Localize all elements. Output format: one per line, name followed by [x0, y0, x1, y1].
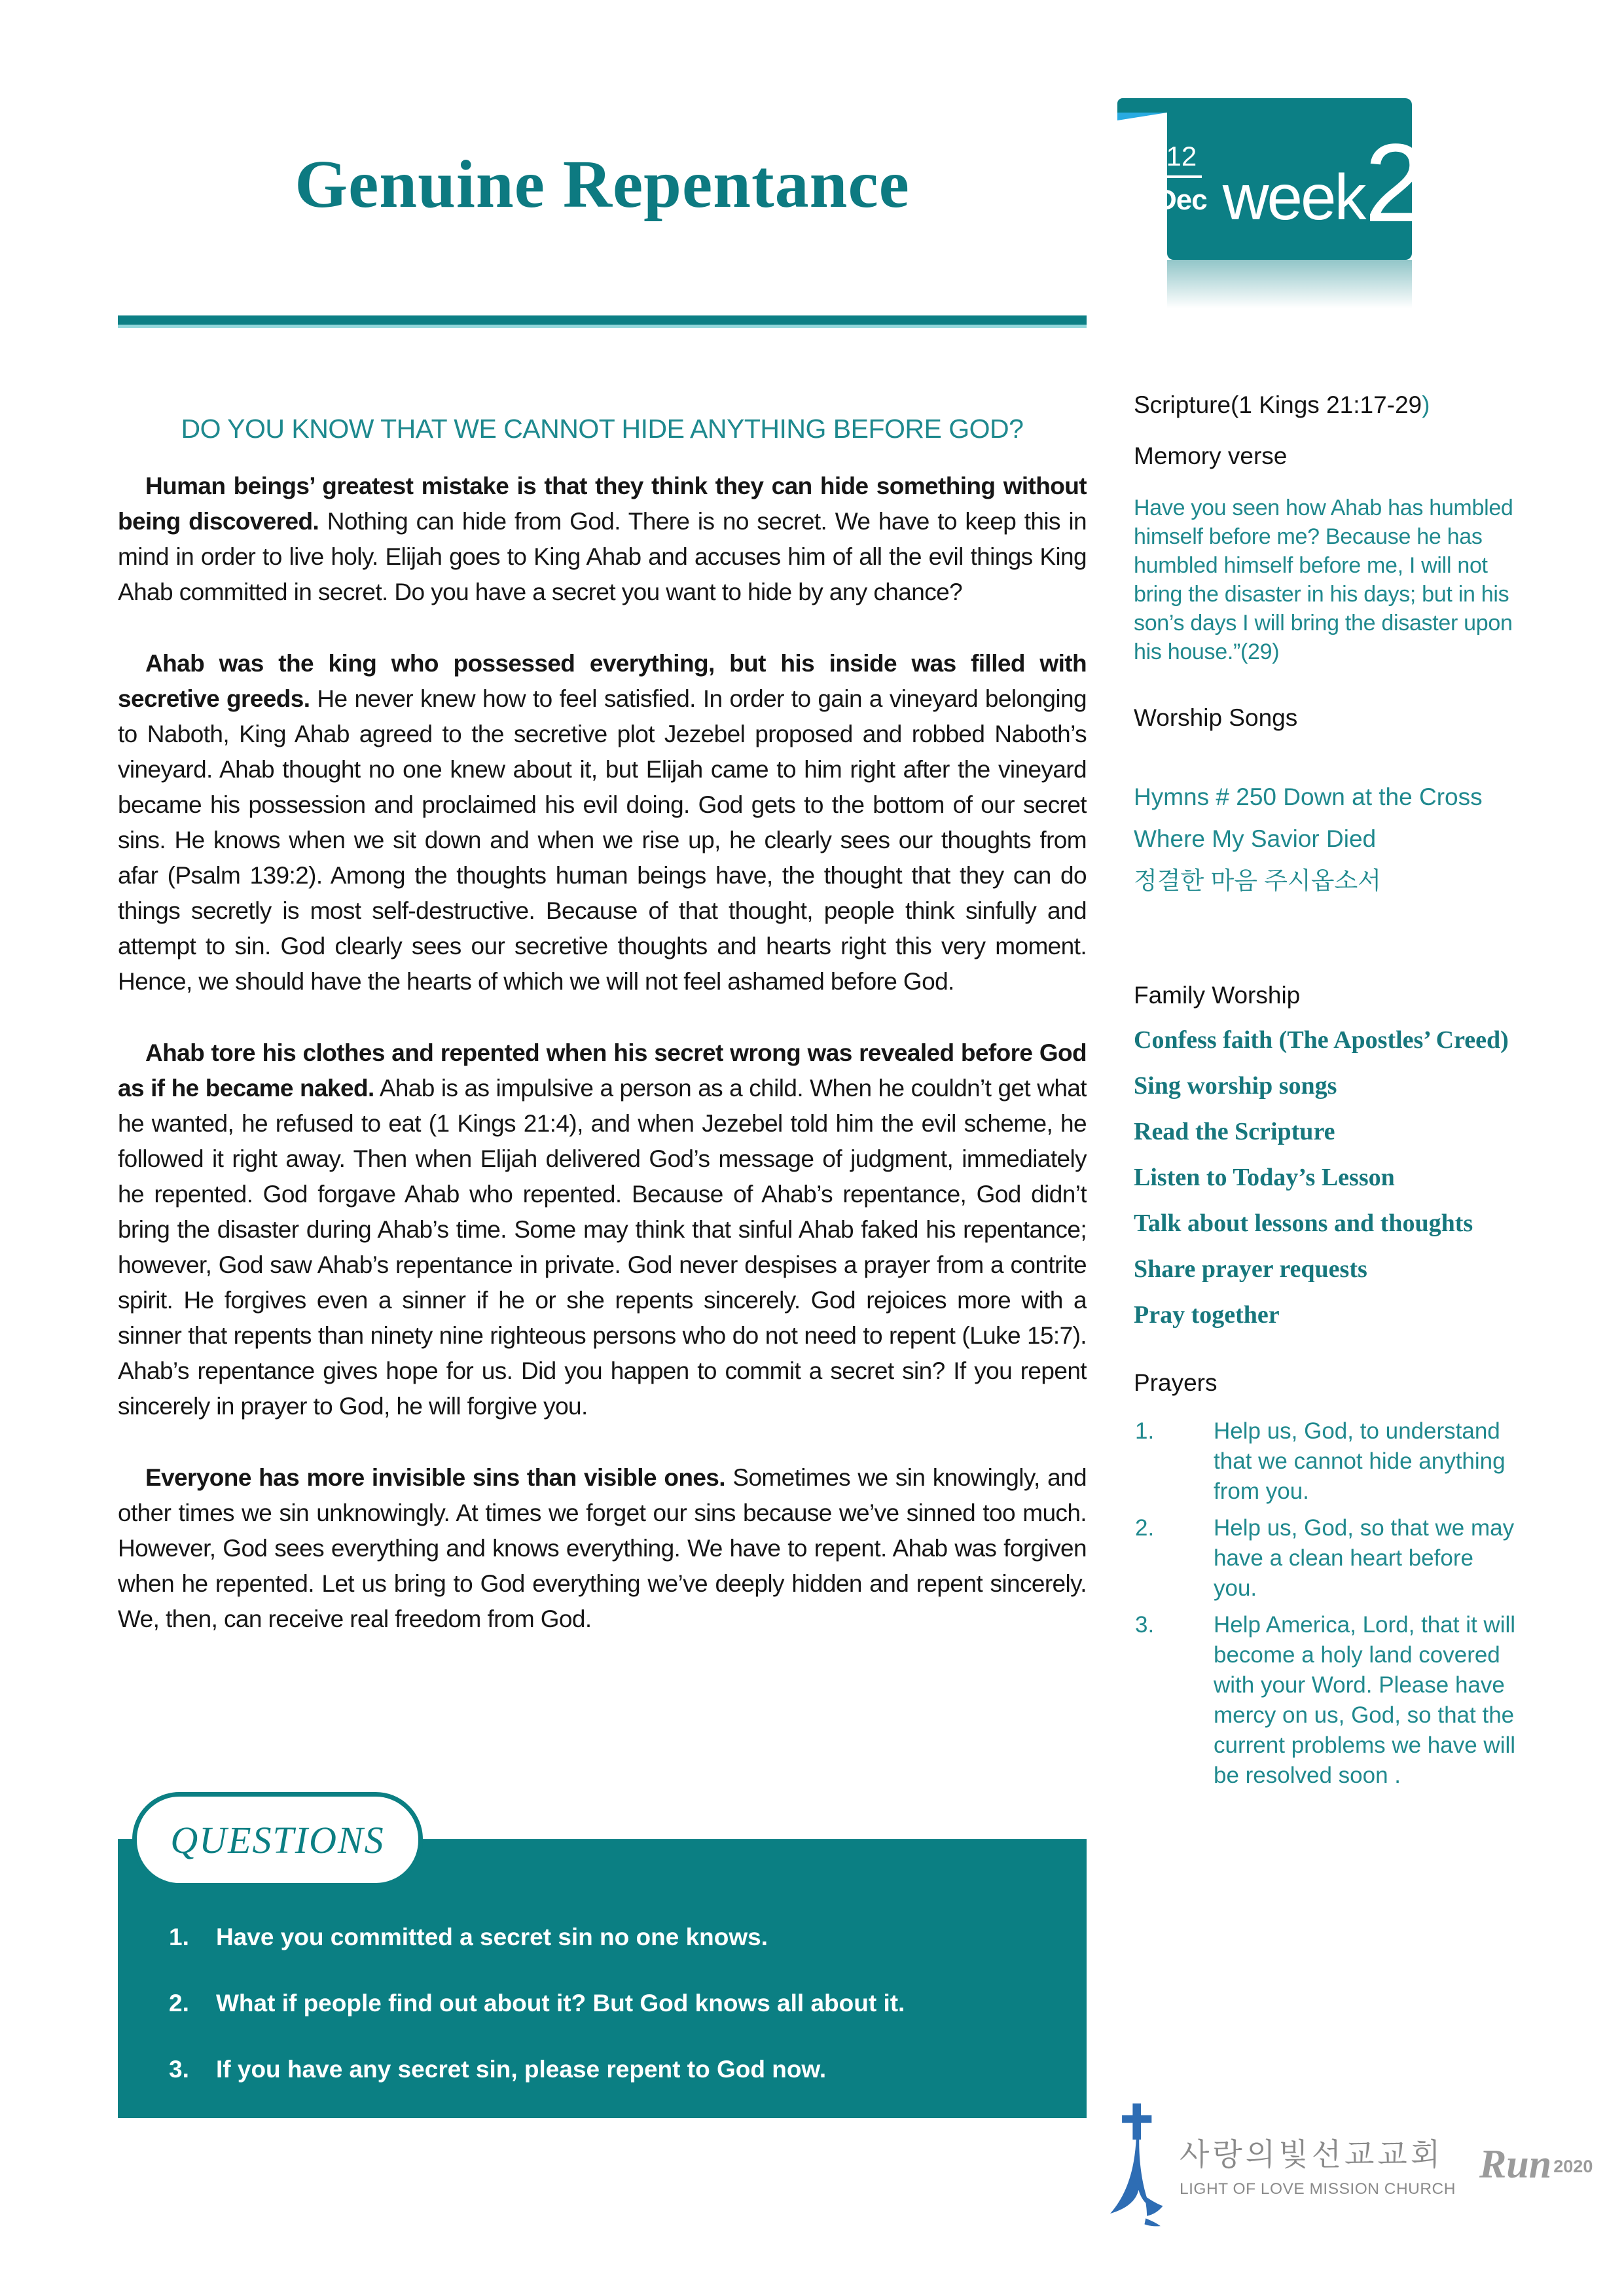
paragraph-text: He never knew how to feel satisfied. In order to gain a vineyard belonging to Naboth, King Ahab agreed to the secretive plot Jezebel proposed and robbed Naboth’s vineyard. Ahab thought no one knew about it, but Elijah came to him right after the vineyard became his possession and proclaimed his evil doing. God gets to the bottom of our secret sins. He knows when we sit down and when we rise up, he clearly sees our thoughts from afar (Psalm 139:2). Among the thoughts human beings have, the thought that they can do things secretly is most self-destructive. Because of that thought, people think sinfully and attempt to sin. God clearly sees our secretive thoughts and hearts right this very moment. Hence, we should have the hearts of which we will not feel ashamed before God.: [118, 685, 1087, 995]
paragraph-text: Nothing can hide from God. There is no secret. We have to keep this in mind in order to live holy. Elijah goes to King Ahab and accuses him of all the evil things King Ahab committed in secret. Do you have a secret you want to hide by any chance?: [118, 508, 1087, 605]
ribbon-fold-icon: [1117, 113, 1167, 120]
run-logo-word: Run: [1479, 2142, 1552, 2187]
lesson-heading: DO YOU KNOW THAT WE CANNOT HIDE ANYTHING BEFORE GOD?: [181, 414, 1024, 444]
prayers-label: Prayers: [1134, 1369, 1218, 1396]
badge-reflection: [1167, 260, 1412, 308]
run2020-logo: [1479, 2142, 1593, 2187]
badge-date: [1156, 141, 1207, 217]
hymn-title: Hymns # 250 Down at the Cross Where My Savior Died: [1134, 783, 1483, 852]
badge-tab: [1117, 98, 1167, 113]
prayer-text: Help America, Lord, that it will become a holy land covered with your Word. Please have mercy on us, God, so that the current problems we have will be resolved soon .: [1214, 1612, 1516, 1788]
prayers-list: [1134, 1416, 1521, 1791]
memory-verse-label: Memory verse: [1134, 442, 1288, 469]
sidebar: [1134, 391, 1521, 1797]
paragraph-lead: Human beings’ greatest mistake is that they think they can hide something without being discovered.: [118, 473, 1087, 535]
lesson-paragraph: [118, 1460, 1087, 1637]
paragraph-text: Ahab is as impulsive a person as a child. When he couldn’t get what he wanted, he refused to eat (1 Kings 21:4), and when Jezebel told him the evil scheme, he followed it right away. Then when Elijah delivered God’s message of judgment, immediately he repented. God forgave Ahab who repented. Because of Ahab’s repentance, God didn’t bring the disaster during Ahab’s time. Some may think that sinful Ahab faked his repentance; however, God saw Ahab’s repentance in private. God never despises a prayer from a contrite spirit. He forgives even a sinner if he or she repents sincerely. God rejoices more with a sinner that repents than ninety nine righteous persons who do not need to repent (Luke 15:7). Ahab’s repentance gives hope for us. Did you happen to commit a secret sin? If you repent sincerely in prayer to God, he will forgive you.: [118, 1075, 1087, 1420]
prayer-item: [1134, 1513, 1521, 1604]
question-text: If you have any secret sin, please repent to God now.: [216, 2056, 827, 2083]
question-item: [169, 1989, 1047, 2018]
lesson-paragraph: [118, 646, 1087, 999]
lesson-body: [118, 469, 1087, 1804]
badge-week-label: week: [1222, 160, 1365, 233]
badge-content: [1155, 98, 1424, 260]
question-number: 2.: [169, 1990, 189, 2017]
paragraph-lead: Ahab tore his clothes and repented when his secret wrong was revealed before God as if he became naked.: [118, 1039, 1087, 1102]
family-worship-item: Confess faith (The Apostles’ Creed): [1134, 1026, 1509, 1054]
paragraph-text: Sometimes we sin knowingly, and other times we sin unknowingly. At times we forget our sins because we’ve sinned too much. However, God sees everything and knows everything. We have to repent. Ahab was forgiven when he repented. Let us bring to God everything we’ve deeply hidden and repent sincerely. We, then, can receive real freedom from God.: [118, 1464, 1087, 1632]
scripture-reference: [1134, 391, 1521, 419]
badge-day: 12: [1161, 141, 1202, 178]
memory-verse-text: Have you seen how Ahab has humbled himself before me? Because he has humbled himself before me, I will not bring the disaster in his days; but in his son’s days I will bring the disaster upon his house.”(29): [1134, 495, 1513, 664]
badge-week-number: 2: [1364, 120, 1424, 245]
questions-label: QUESTIONS: [170, 1818, 385, 1861]
question-text: Have you committed a secret sin no one knows.: [216, 1924, 768, 1950]
run-logo-year: 2020: [1553, 2157, 1593, 2177]
questions-label-pill: [132, 1792, 423, 1888]
church-logo-cross-icon: [1105, 2102, 1165, 2227]
prayer-number: 3.: [1135, 1612, 1155, 1638]
worship-songs-label: Worship Songs: [1134, 704, 1298, 731]
family-worship-item: Listen to Today’s Lesson: [1134, 1164, 1395, 1191]
church-name-english: LIGHT OF LOVE MISSION CHURCH: [1180, 2180, 1456, 2198]
scripture-label: Scripture(1 Kings 21:17-29: [1134, 391, 1422, 418]
title-divider: [118, 315, 1087, 325]
church-names: [1180, 2130, 1456, 2198]
lesson-paragraph: [118, 469, 1087, 610]
prayer-text: Help us, God, so that we may have a clean heart before you.: [1214, 1515, 1515, 1601]
prayer-text: Help us, God, to understand that we cannot hide anything from you.: [1214, 1418, 1506, 1504]
scripture-paren: ): [1422, 391, 1430, 418]
family-worship-item: Read the Scripture: [1134, 1118, 1335, 1145]
paragraph-lead: Everyone has more invisible sins than visible ones.: [145, 1464, 725, 1491]
family-worship-label: Family Worship: [1134, 982, 1301, 1009]
date-week-badge: [1155, 98, 1424, 260]
question-number: 1.: [169, 1924, 189, 1950]
hymn-title-korean: 정결한 마음 주시옵소서: [1134, 867, 1381, 894]
page-title: Genuine Repentance: [295, 147, 910, 222]
church-name-korean: 사랑의빛선교교회: [1180, 2137, 1444, 2172]
family-worship-item: Talk about lessons and thoughts: [1134, 1210, 1473, 1237]
prayer-item: [1134, 1416, 1521, 1507]
question-number: 3.: [169, 2056, 189, 2083]
paragraph-lead: Ahab was the king who possessed everything, but his inside was filled with secretive greeds.: [118, 650, 1087, 712]
family-worship-item: Sing worship songs: [1134, 1072, 1337, 1100]
hymn-block: [1134, 776, 1521, 902]
lesson-paragraph: [118, 1035, 1087, 1424]
badge-week: [1222, 120, 1424, 245]
family-worship-item: Pray together: [1134, 1301, 1280, 1329]
prayer-number: 2.: [1135, 1515, 1155, 1541]
question-text: What if people find out about it? But God knows all about it.: [216, 1990, 905, 2017]
question-item: [169, 2055, 1047, 2084]
badge-month: Dec: [1155, 184, 1207, 216]
questions-box: [118, 1818, 1087, 2118]
prayer-number: 1.: [1135, 1418, 1155, 1444]
question-item: [169, 1923, 1047, 1952]
church-footer: [1105, 2102, 1593, 2227]
family-worship-item: Share prayer requests: [1134, 1255, 1367, 1283]
prayer-item: [1134, 1610, 1521, 1791]
